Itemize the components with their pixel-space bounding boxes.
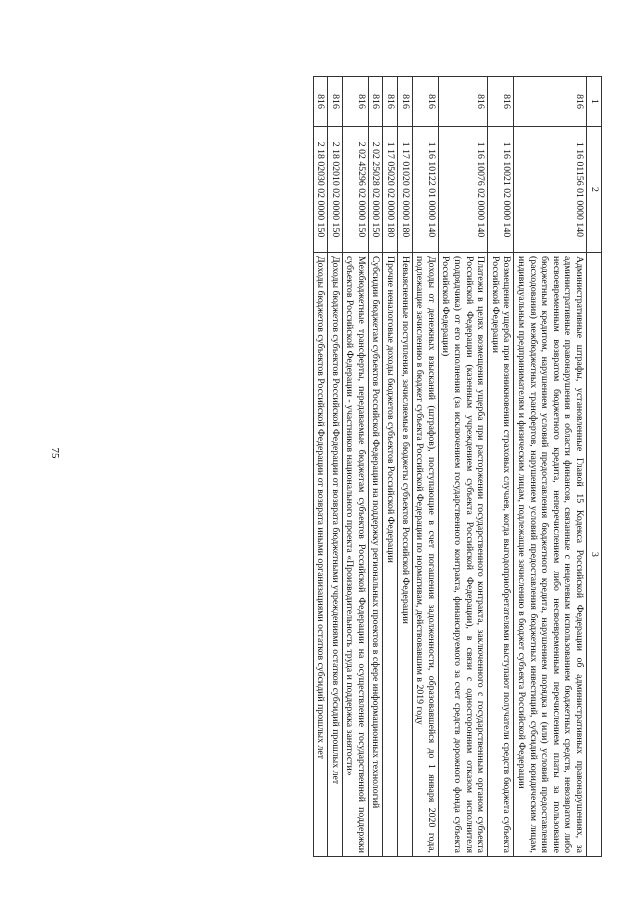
table-row [383, 77, 398, 857]
description-cell: Субсидии бюджетам субъектов Российской Федерации на поддержку региональных проектов в сфере информационных технологий [368, 253, 383, 857]
table-row [438, 77, 487, 857]
table-row [514, 77, 587, 857]
table-row [398, 77, 413, 857]
description-cell: Возмещение ущерба при возникновении страховых случаев, когда выгодоприобретателями выступают получатели средств бюджета субъекта Российской Федерации [488, 253, 514, 857]
kbk-code-cell: 1 17 01020 02 0000 180 [398, 127, 413, 253]
kbk-code-cell: 1 16 01156 01 0000 140 [514, 127, 587, 253]
column-header-1: 1 [587, 77, 602, 127]
admin-code-cell: 816 [412, 77, 438, 127]
rotated-page [72, 76, 602, 856]
admin-code-cell: 816 [398, 77, 413, 127]
table-row [412, 77, 438, 857]
table-body [313, 77, 586, 857]
admin-code-cell: 816 [342, 77, 368, 127]
kbk-code-cell: 2 02 45296 02 0000 150 [342, 127, 368, 253]
admin-code-cell: 816 [514, 77, 587, 127]
table-row [368, 77, 383, 857]
description-cell: Прочие неналоговые доходы бюджетов субъектов Российской Федерации [383, 253, 398, 857]
description-cell: Доходы от денежных взысканий (штрафов), поступающие в счет погашения задолженности, образовавшейся до 1 января 2020 года, подлежащие зачислению в бюджет субъекта Российской Федерации по нормативам, действовавшим в 2019 году [412, 253, 438, 857]
admin-code-cell: 816 [368, 77, 383, 127]
kbk-code-cell: 2 02 25028 02 0000 150 [368, 127, 383, 253]
admin-code-cell: 816 [438, 77, 487, 127]
description-cell: Межбюджетные трансферты, передаваемые бюджетам субъектов Российской Федерации на осуществление государственной поддержки субъектов Российской Федерации - участников национального проекта «Производительность труда и поддержка занятости» [342, 253, 368, 857]
table-row [313, 77, 328, 857]
kbk-code-cell: 2 18 02010 02 0000 150 [328, 127, 343, 253]
kbk-code-cell: 2 18 02030 02 0000 150 [313, 127, 328, 253]
header-row [587, 77, 602, 857]
description-cell: Административные штрафы, установленные Главой 15 Кодекса Российской Федерации об административных правонарушениях, за административные правонарушения в области финансов, связанные с нецелевым использованием бюджетных средств, невозвратом либо несвоевременным возвратом бюджетного кредита, неперечислением либо несвоевременным перечислением платы за пользование бюджетным кредитом, нарушением условий предоставления бюджетного кредита, нарушением порядка и (или) условий предоставления (расходования) межбюджетных трансфертов, нарушением условий предоставления бюджетных инвестиций, субсидий юридическим лицам, индивидуальным предпринимателям и физическим лицам, подлежащие зачислению в бюджет субъекта Российской Федерации [514, 253, 587, 857]
column-header-3: 3 [587, 253, 602, 857]
kbk-code-cell: 1 17 05020 02 0000 180 [383, 127, 398, 253]
description-cell: Доходы бюджетов субъектов Российской Федерации от возврата иными организациями остатков субсидий прошлых лет [313, 253, 328, 857]
admin-code-cell: 816 [313, 77, 328, 127]
column-header-2: 2 [587, 127, 602, 253]
kbk-code-cell: 1 16 10076 02 0000 140 [438, 127, 487, 253]
description-cell: Доходы бюджетов субъектов Российской Федерации от возврата бюджетными учреждениями остатков субсидий прошлых лет [328, 253, 343, 857]
revenue-codes-table [313, 76, 602, 857]
kbk-code-cell: 1 16 10021 02 0000 140 [488, 127, 514, 253]
kbk-code-cell: 1 16 10122 01 0000 140 [412, 127, 438, 253]
table-row [342, 77, 368, 857]
admin-code-cell: 816 [488, 77, 514, 127]
page-number: 75 [49, 447, 61, 459]
table-row [328, 77, 343, 857]
admin-code-cell: 816 [328, 77, 343, 127]
description-cell: Невыясненные поступления, зачисляемые в бюджеты субъектов Российской Федерации [398, 253, 413, 857]
description-cell: Платежи в целях возмещения ущерба при расторжении государственного контракта, заключенного с государственным органом субъекта Российской Федерации (казенным учреждением субъекта Российской Федерации), в связи с односторонним отказом исполнителя (подрядчика) от его исполнения (за исключением государственного контракта, финансируемого за счет средств дорожного фонда субъекта Российской Федерации) [438, 253, 487, 857]
table-row [488, 77, 514, 857]
admin-code-cell: 816 [383, 77, 398, 127]
